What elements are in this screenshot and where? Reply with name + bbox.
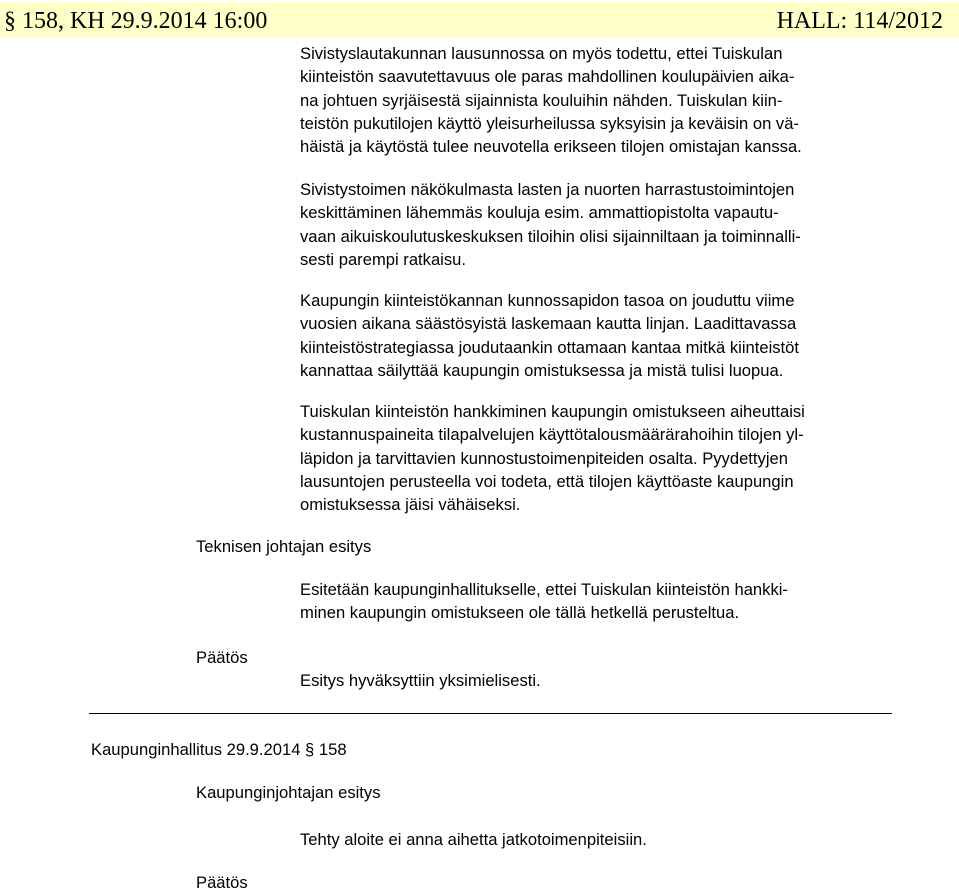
text-line: minen kaupungin omistukseen ole tällä hetkellä perusteltua. xyxy=(300,603,740,623)
text-line: Kaupungin kiinteistökannan kunnossapidon tasoa on jouduttu viime xyxy=(300,291,795,310)
city-manager-proposal-text: Tehty aloite ei anna aihetta jatkotoimenpiteisiin. xyxy=(300,830,647,849)
text-line: keskittäminen lähemmäs kouluja esim. ammattiopistolta vapautu- xyxy=(300,203,779,223)
text-line: kannattaa säilyttää kaupungin omistuksessa ja mistä tulisi luopua. xyxy=(300,360,784,380)
text-line: na johtuen syrjäisestä sijainnista kouluihin nähden. Tuiskulan kiin- xyxy=(300,90,783,110)
document-header xyxy=(0,2,959,38)
text-line: Esitetään kaupunginhallitukselle, ettei Tuiskulan kiinteistön hankki- xyxy=(300,580,788,599)
text-line: vaan aikuiskoulutuskeskuksen tiloihin olisi sijainniltaan ja toiminnalli- xyxy=(300,226,801,246)
header-meeting-reference: § 158, KH 29.9.2014 16:00 xyxy=(4,8,268,34)
text-line: teistön pukutilojen käyttö yleisurheilussa syksyisin ja keväisin on vä- xyxy=(300,113,799,133)
text-line: Sivistyslautakunnan lausunnossa on myös todettu, ettei Tuiskulan xyxy=(300,44,783,63)
city-manager-proposal-label: Kaupunginjohtajan esitys xyxy=(196,783,381,802)
city-board-meeting-reference: Kaupunginhallitus 29.9.2014 § 158 xyxy=(91,740,347,759)
text-line: läpidon ja tarvittavien kunnostustoimenpiteiden osalta. Pyydettyjen xyxy=(300,448,788,468)
technical-director-proposal-label: Teknisen johtajan esitys xyxy=(196,537,372,556)
decision-label-2: Päätös xyxy=(196,873,248,892)
text-line: kiinteistön saavutettavuus ole paras mahdollinen koulupäivien aika- xyxy=(300,67,795,87)
paragraph-accessibility xyxy=(300,42,900,158)
text-line: sesti parempi ratkaisu. xyxy=(300,249,467,269)
header-case-number: HALL: 114/2012 xyxy=(776,8,943,34)
technical-director-proposal-text xyxy=(300,578,900,625)
text-line: vuosien aikana säästösyistä laskemaan kautta linjan. Laadittavassa xyxy=(300,314,797,334)
text-line: Tuiskulan kiinteistön hankkiminen kaupungin omistukseen aiheuttaisi xyxy=(300,402,805,421)
section-divider xyxy=(89,713,892,714)
text-line: omistuksessa jäisi vähäiseksi. xyxy=(300,495,521,515)
decision-text: Esitys hyväksyttiin yksimielisesti. xyxy=(300,671,541,690)
text-line: kustannuspaineita tilapalvelujen käyttötalousmäärärahoihin tilojen yl- xyxy=(300,425,804,445)
decision-label: Päätös xyxy=(196,648,248,667)
text-line: Sivistystoimen näkökulmasta lasten ja nuorten harrastustoimintojen xyxy=(300,180,795,199)
paragraph-education-view xyxy=(300,178,900,271)
paragraph-acquisition-costs xyxy=(300,400,900,516)
text-line: lausuntojen perusteella voi todeta, että tilojen käyttöaste kaupungin xyxy=(300,471,794,491)
text-line: häistä ja käytöstä tulee neuvotella erikseen tilojen omistajan kanssa. xyxy=(300,137,802,157)
paragraph-property-maintenance xyxy=(300,289,900,382)
text-line: kiinteistöstrategiassa joudutaankin ottamaan kantaa mitkä kiinteistöt xyxy=(300,337,800,357)
